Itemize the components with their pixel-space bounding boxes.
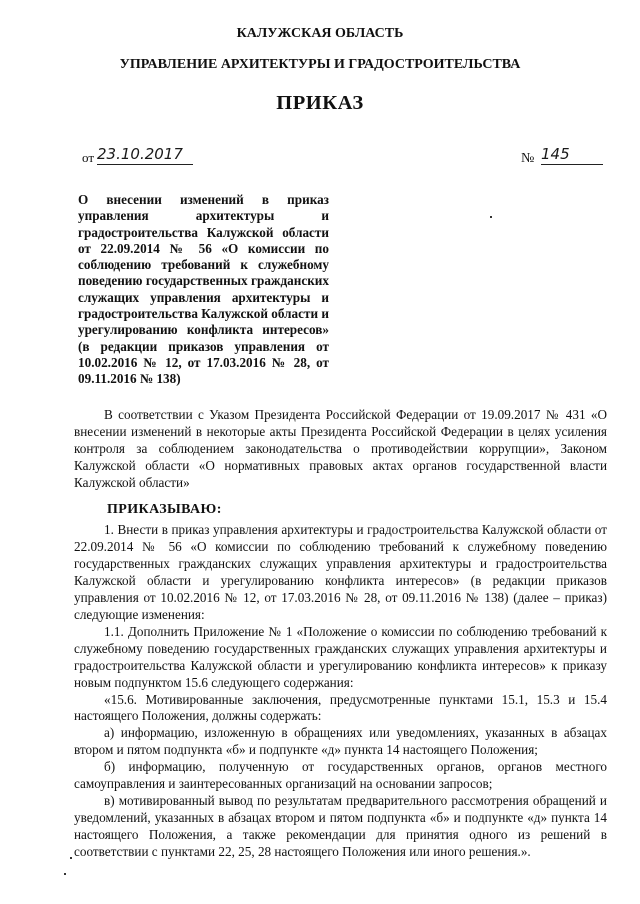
subclause-v-paragraph: в) мотивированный вывод по результатам предварительного рассмотрения обращений и уведомлений, указанных в абзацах втором и пятом подпункта «б» и подпункте «д» пункта 14 настоящего Положения, а также рекомендации для принятия одного из решений в соответствии с пунктами 22, 25, 28 настоящего Положения или иного решения.». <box>74 792 607 859</box>
item-1-1-paragraph: 1.1. Дополнить Приложение № 1 «Положение о комиссии по соблюдению требований к служебному поведению государственных гражданских служащих управления архитектуры и градостроительства Калужской области и урегулированию конфликта интересов» к приказу новым подпунктом 15.6 следующего содержания: <box>74 623 607 690</box>
document-number: 145 <box>541 145 603 165</box>
scan-speck <box>70 857 72 859</box>
clause-15-6-paragraph: «15.6. Мотивированные заключения, предусмотренные пунктами 15.1, 15.3 и 15.4 настоящего Положения, должны содержать: <box>74 691 607 724</box>
document-date: 23.10.2017 <box>97 145 193 165</box>
document-title: ПРИКАЗ <box>276 92 364 114</box>
scan-speck <box>490 216 492 218</box>
subclause-b-paragraph: б) информацию, полученную от государственных органов, органов местного самоуправления и заинтересованных организаций на основании запросов; <box>74 759 607 792</box>
number-prefix: № <box>521 151 535 166</box>
document-subject: О внесении изменений в приказ управления архитектуры и градостроительства Калужской области от 22.09.2014 № 56 «О комиссии по соблюдению требований к служебному поведению государственных гражданских служащих управления архитектуры и градостроительства Калужской области и урегулированию конфликта интересов» (в редакции приказов управления от 10.02.2016 № 12, от 17.03.2016 № 28, от 09.11.2016 № 138) <box>78 192 329 387</box>
item-1-paragraph: 1. Внести в приказ управления архитектуры и градостроительства Калужской области от 22.09.2014 № 56 «О комиссии по соблюдению требований к служебному поведению государственных гражданских служащих управления архитектуры и градостроительства Калужской области и урегулированию конфликта интересов» (в редакции приказов управления от 10.02.2016 № 12, от 17.03.2016 № 28, от 09.11.2016 № 138) (далее – приказ) следующие изменения: <box>74 522 607 622</box>
subclause-a-paragraph: а) информацию, изложенную в обращениях или уведомлениях, указанных в абзацах втором и пятом подпункта «б» и подпункте «д» пункта 14 настоящего Положения; <box>74 725 607 758</box>
scan-speck <box>64 873 66 875</box>
department-heading: УПРАВЛЕНИЕ АРХИТЕКТУРЫ И ГРАДОСТРОИТЕЛЬСТВА <box>119 57 521 72</box>
command-heading: ПРИКАЗЫВАЮ: <box>107 501 222 517</box>
document-body <box>74 407 607 861</box>
region-heading: КАЛУЖСКАЯ ОБЛАСТЬ <box>236 26 404 41</box>
preamble-paragraph: В соответствии с Указом Президента Российской Федерации от 19.09.2017 № 431 «О внесении изменений в некоторые акты Президента Российской Федерации в целях усиления контроля за соблюдением законодательства о противодействии коррупции», Законом Калужской области «О нормативных правовых актах органов государственной власти Калужской области» <box>74 407 607 490</box>
date-prefix: от <box>82 150 95 165</box>
